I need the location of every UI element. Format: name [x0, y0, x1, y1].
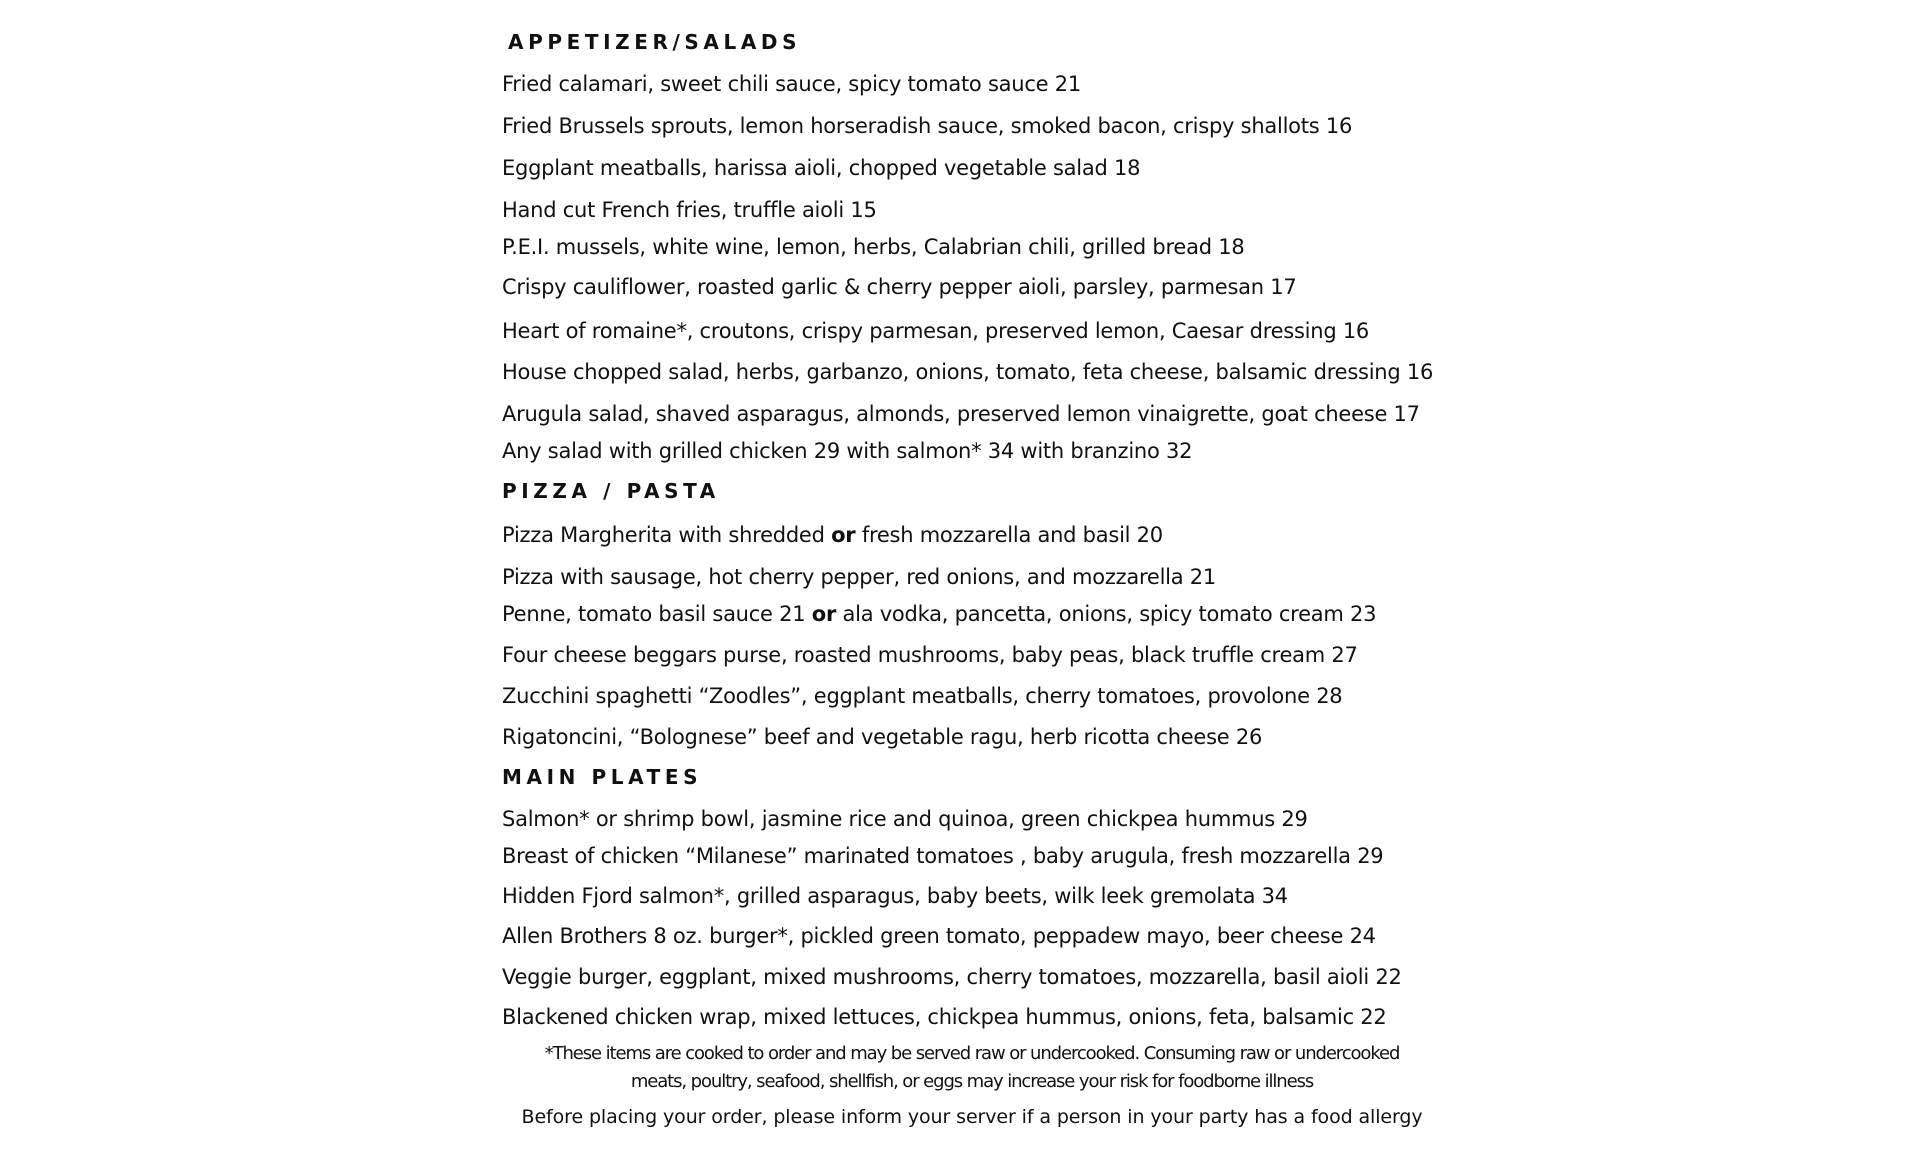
- menu-item: Hand cut French fries, truffle aioli 15: [502, 198, 877, 222]
- menu-item: Arugula salad, shaved asparagus, almonds, preserved lemon vinaigrette, goat cheese 17: [502, 402, 1420, 426]
- menu-item: Any salad with grilled chicken 29 with salmon* 34 with branzino 32: [502, 439, 1193, 463]
- menu-item: Fried Brussels sprouts, lemon horseradish sauce, smoked bacon, crispy shallots 16: [502, 114, 1353, 138]
- menu-item: Heart of romaine*, croutons, crispy parmesan, preserved lemon, Caesar dressing 16: [502, 319, 1370, 343]
- menu-item: Hidden Fjord salmon*, grilled asparagus, baby beets, wilk leek gremolata 34: [502, 884, 1288, 908]
- menu-item: [502, 525, 1163, 546]
- menu-item: Salmon* or shrimp bowl, jasmine rice and quinoa, green chickpea hummus 29: [502, 807, 1308, 831]
- menu-item: Crispy cauliflower, roasted garlic & cherry pepper aioli, parsley, parmesan 17: [502, 275, 1297, 299]
- section-heading-main-plates: MAIN PLATES: [502, 765, 703, 789]
- menu-item: Pizza with sausage, hot cherry pepper, red onions, and mozzarella 21: [502, 565, 1217, 589]
- menu-item: House chopped salad, herbs, garbanzo, onions, tomato, feta cheese, balsamic dressing 16: [502, 360, 1434, 384]
- menu-item: Blackened chicken wrap, mixed lettuces, chickpea hummus, onions, feta, balsamic 22: [502, 1005, 1387, 1029]
- menu-item-text: Pizza Margherita with shredded: [502, 523, 832, 547]
- allergy-notice: Before placing your order, please inform your server if a person in your party has a food allergy: [521, 1106, 1423, 1128]
- menu-item: Veggie burger, eggplant, mixed mushrooms, cherry tomatoes, mozzarella, basil aioli 22: [502, 965, 1402, 989]
- menu-item-emphasis: or: [811, 602, 837, 626]
- menu-item: Rigatoncini, “Bolognese” beef and vegetable ragu, herb ricotta cheese 26: [502, 725, 1263, 749]
- disclaimer-line: meats, poultry, seafood, shellfish, or eggs may increase your risk for foodborne illness: [630, 1071, 1314, 1092]
- menu-item-text: Penne, tomato basil sauce 21: [502, 602, 812, 626]
- menu-item: [502, 604, 1376, 625]
- menu-item-emphasis: or: [831, 523, 856, 547]
- menu-item-text: fresh mozzarella and basil 20: [855, 523, 1163, 547]
- menu-item: P.E.I. mussels, white wine, lemon, herbs, Calabrian chili, grilled bread 18: [502, 235, 1245, 259]
- menu-page: [502, 0, 1502, 1166]
- menu-item: Breast of chicken “Milanese” marinated tomatoes , baby arugula, fresh mozzarella 29: [502, 844, 1384, 868]
- section-heading-pizza-pasta: PIZZA / PASTA: [502, 479, 720, 503]
- menu-item-text: ala vodka, pancetta, onions, spicy tomato cream 23: [836, 602, 1377, 626]
- menu-item: Eggplant meatballs, harissa aioli, chopped vegetable salad 18: [502, 156, 1141, 180]
- disclaimer-line: *These items are cooked to order and may be served raw or undercooked. Consuming raw or undercooked: [544, 1043, 1400, 1064]
- section-heading-appetizers: APPETIZER/SALADS: [508, 30, 802, 54]
- menu-item: Fried calamari, sweet chili sauce, spicy tomato sauce 21: [502, 72, 1081, 96]
- menu-item: Four cheese beggars purse, roasted mushrooms, baby peas, black truffle cream 27: [502, 643, 1358, 667]
- menu-item: Zucchini spaghetti “Zoodles”, eggplant meatballs, cherry tomatoes, provolone 28: [502, 684, 1343, 708]
- menu-item: Allen Brothers 8 oz. burger*, pickled green tomato, peppadew mayo, beer cheese 24: [502, 924, 1376, 948]
